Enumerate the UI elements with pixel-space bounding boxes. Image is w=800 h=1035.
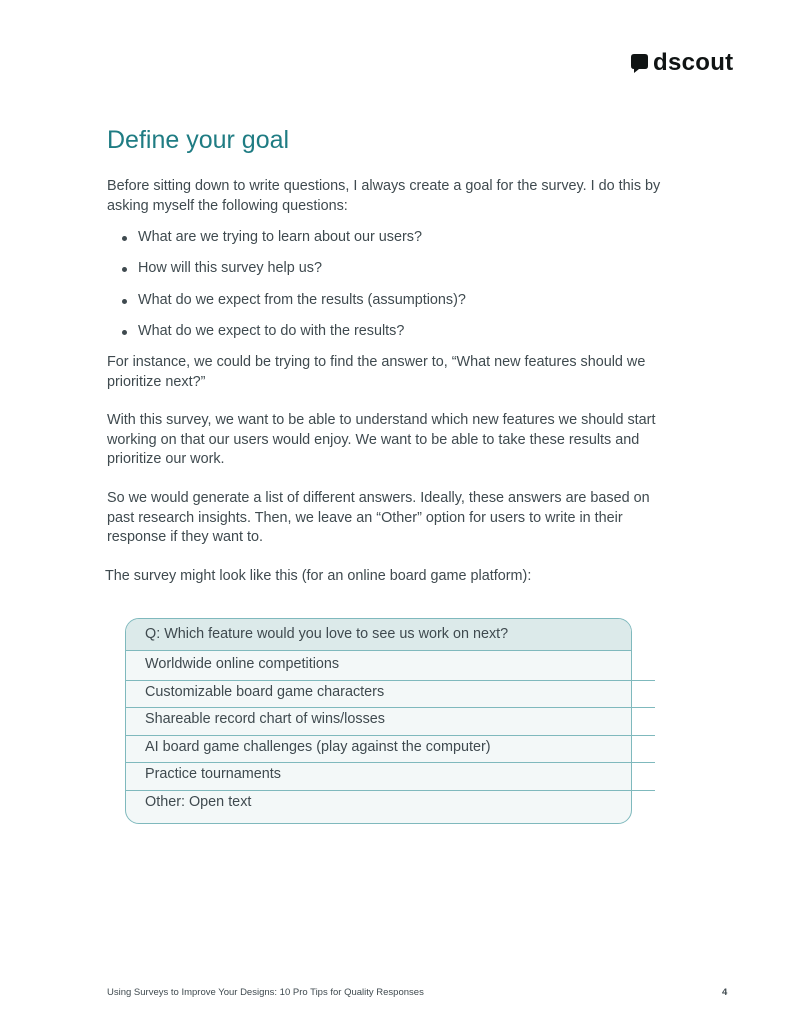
list-item-text: How will this survey help us?	[138, 260, 322, 277]
body-content	[107, 177, 667, 586]
logo-wordmark: dscout	[653, 49, 734, 76]
row-divider	[125, 707, 655, 708]
bullet-icon	[122, 236, 127, 241]
survey-option: Shareable record chart of wins/losses	[145, 711, 385, 727]
list-item	[107, 322, 667, 342]
survey-question: Q: Which feature would you love to see us work on next?	[126, 619, 631, 651]
list-item-text: What do we expect to do with the results?	[138, 322, 405, 339]
row-divider	[125, 790, 655, 791]
speech-bubble-icon	[631, 54, 648, 73]
instance-paragraph: For instance, we could be trying to find the answer to, “What new features should we prioritize next?”	[107, 353, 646, 390]
survey-option: AI board game challenges (play against the computer)	[145, 738, 491, 755]
footer-document-title: Using Surveys to Improve Your Designs: 10 Pro Tips for Quality Responses	[107, 987, 424, 998]
dscout-logo	[631, 49, 734, 76]
page-number: 4	[722, 987, 728, 998]
bullet-icon	[122, 267, 127, 272]
row-divider	[125, 762, 655, 763]
generate-answers-paragraph: So we would generate a list of different answers. Ideally, these answers are based on past research insights. Then, we leave an “Other” option for users to write in their response if they want to.	[107, 489, 650, 546]
goal-questions-list	[107, 228, 667, 341]
bullet-icon	[122, 330, 127, 335]
survey-option: Practice tournaments	[145, 766, 281, 782]
row-divider	[125, 680, 655, 681]
intro-paragraph: Before sitting down to write questions, I always create a goal for the survey. I do this by asking myself the following questions:	[107, 178, 661, 214]
list-item	[107, 291, 667, 311]
survey-option: Worldwide online competitions	[145, 656, 340, 672]
survey-option: Other: Open text	[145, 793, 252, 810]
row-divider	[125, 735, 655, 736]
survey-example-table	[125, 618, 632, 824]
survey-goal-paragraph: With this survey, we want to be able to understand which new features we should start working on that our users would enjoy. We want to be able to take these results and prioritize our work.	[107, 412, 656, 468]
survey-example-intro: The survey might look like this (for an online board game platform):	[105, 567, 532, 584]
list-item-text: What do we expect from the results (assumptions)?	[138, 291, 466, 308]
list-item	[107, 228, 667, 248]
list-item	[107, 259, 667, 279]
list-item-text: What are we trying to learn about our users?	[138, 229, 422, 246]
bullet-icon	[122, 299, 127, 304]
page-title: Define your goal	[107, 126, 290, 154]
survey-option: Customizable board game characters	[145, 683, 385, 700]
